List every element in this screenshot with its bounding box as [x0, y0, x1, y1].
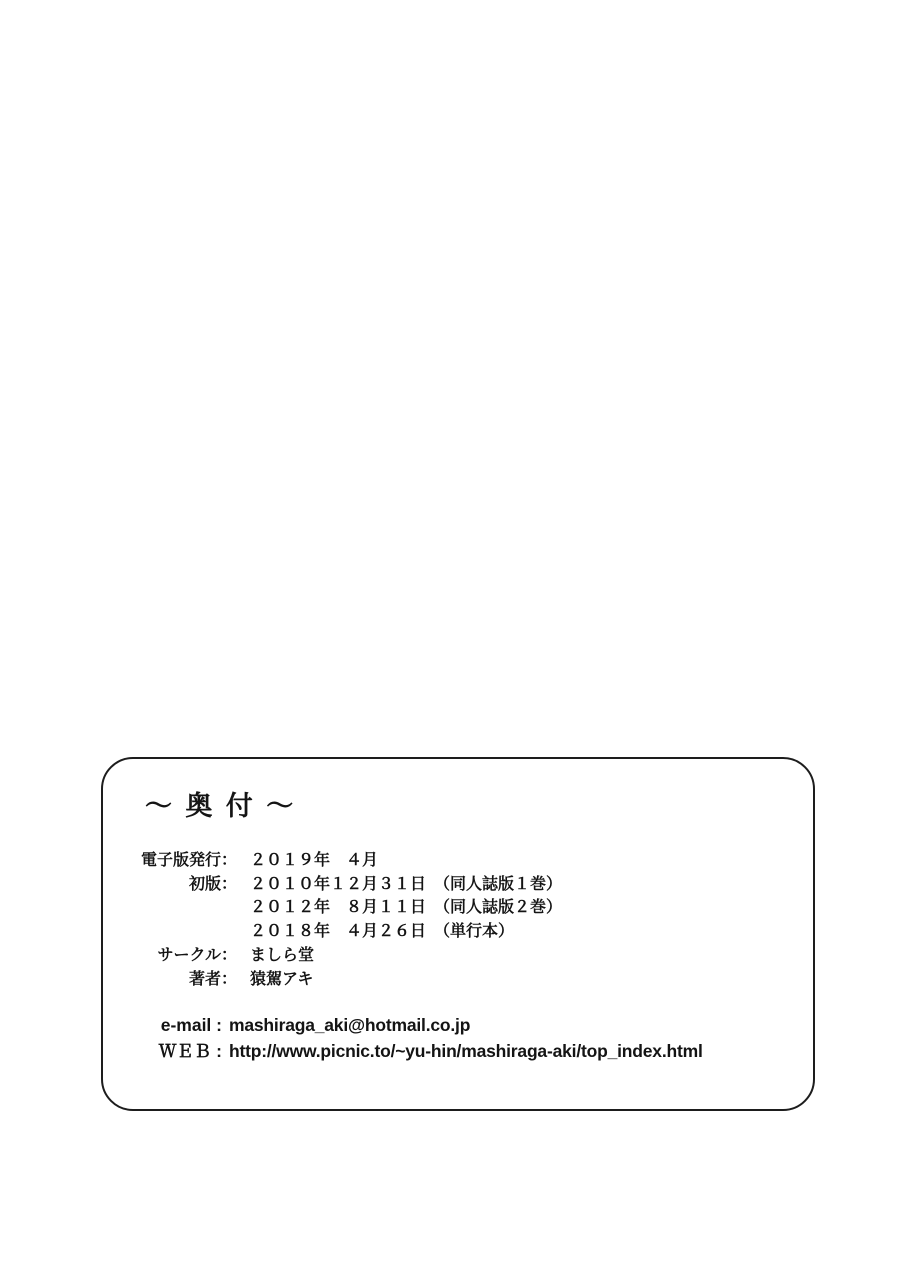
info-row-value: ２０１２年 ８月１１日 （同人誌版２巻）	[250, 897, 563, 917]
publication-info-list	[103, 848, 813, 990]
info-row-value: ２０１０年１２月３１日 （同人誌版１巻）	[250, 873, 563, 893]
info-row-label	[103, 895, 237, 919]
contact-info-list	[103, 1012, 813, 1064]
info-row-label: 著者：	[188, 968, 237, 988]
info-row-label: サークル：	[157, 944, 237, 964]
website-url: http://www.picnic.to/~yu-hin/mashiraga-aki/top_index.html	[229, 1041, 703, 1061]
contact-row-label: e-mail :	[160, 1015, 222, 1035]
colophon-box	[101, 757, 815, 1111]
colophon-title: ～ 奥 付 ～	[145, 791, 296, 822]
info-row-value: 猿駕アキ	[250, 968, 314, 988]
email-address: mashiraga_aki@hotmail.co.jp	[229, 1015, 471, 1035]
info-row-value: ましら堂	[250, 944, 315, 964]
contact-row-label: ＷＥＢ :	[158, 1041, 222, 1061]
info-row-value: ２０１９年 ４月	[250, 850, 379, 869]
info-row-label: 初版：	[188, 873, 237, 893]
info-row-label: 電子版発行：	[140, 850, 237, 869]
info-row-label	[103, 919, 237, 943]
info-row-value: ２０１８年 ４月２６日 （単行本）	[250, 921, 515, 941]
